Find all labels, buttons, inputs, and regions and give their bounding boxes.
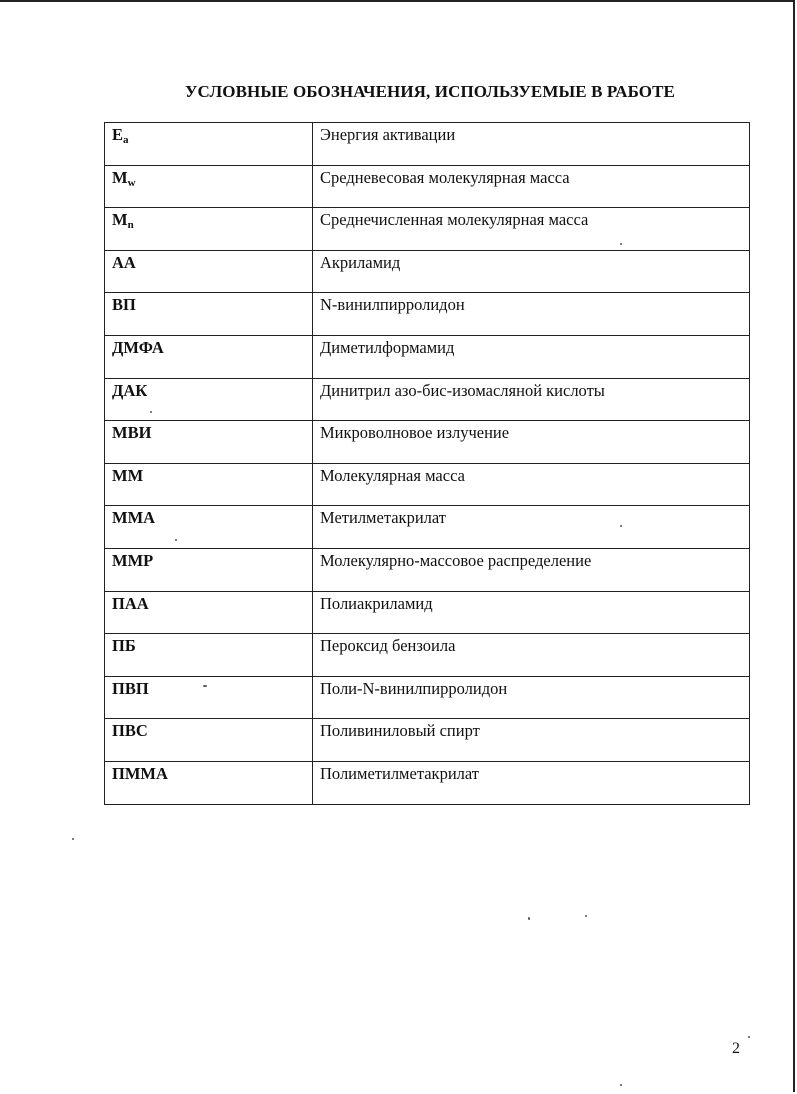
table-row	[105, 676, 750, 719]
abbreviation-term: ММ	[105, 463, 313, 506]
abbreviation-term: $M_w$	[105, 165, 313, 208]
table-row	[105, 591, 750, 634]
scan-speck	[72, 838, 74, 840]
scan-speck	[620, 243, 622, 245]
abbreviation-definition: Диметилформамид	[313, 335, 750, 378]
abbreviation-definition: Полиметилметакрилат	[313, 761, 750, 804]
abbreviation-term: ММР	[105, 548, 313, 591]
table-row	[105, 123, 750, 166]
abbreviation-term: ПВС	[105, 719, 313, 762]
table-row	[105, 506, 750, 549]
abbreviation-definition: Средневесовая молекулярная масса	[313, 165, 750, 208]
abbreviation-definition: Энергия активации	[313, 123, 750, 166]
abbreviation-term: ПММА	[105, 761, 313, 804]
scan-speck	[585, 915, 587, 917]
table-row	[105, 250, 750, 293]
abbreviation-definition: Метилметакрилат	[313, 506, 750, 549]
abbreviation-term: ПВП	[105, 676, 313, 719]
abbreviation-term: ПАА	[105, 591, 313, 634]
table-row	[105, 719, 750, 762]
abbreviation-term: ВП	[105, 293, 313, 336]
abbreviation-definition: N-винилпирролидон	[313, 293, 750, 336]
scan-speck	[748, 1036, 750, 1038]
table-row	[105, 208, 750, 251]
table-row	[105, 335, 750, 378]
abbreviation-term: $M_n$	[105, 208, 313, 251]
table-row	[105, 761, 750, 804]
abbreviation-term: ДМФА	[105, 335, 313, 378]
abbreviation-definition: Динитрил азо-бис-изомасляной кислоты	[313, 378, 750, 421]
table-row	[105, 165, 750, 208]
page-title: УСЛОВНЫЕ ОБОЗНАЧЕНИЯ, ИСПОЛЬЗУЕМЫЕ В РАБОТЕ	[184, 82, 675, 101]
abbreviation-definition: Пероксид бензоила	[313, 634, 750, 677]
scan-speck	[528, 917, 530, 920]
table-row	[105, 463, 750, 506]
abbreviation-definition: Поли-N-винилпирролидон	[313, 676, 750, 719]
table-row	[105, 378, 750, 421]
table-row	[105, 548, 750, 591]
scan-speck	[620, 1084, 622, 1086]
abbreviation-definition: Полиакриламид	[313, 591, 750, 634]
table-row	[105, 634, 750, 677]
abbreviation-term: ПБ	[105, 634, 313, 677]
table-row	[105, 293, 750, 336]
abbreviation-definition: Молекулярно-массовое распределение	[313, 548, 750, 591]
scan-speck	[175, 539, 177, 541]
abbreviation-definition: Акриламид	[313, 250, 750, 293]
table-row	[105, 421, 750, 464]
abbreviation-term: $E_a$	[105, 123, 313, 166]
abbreviation-definition: Среднечисленная молекулярная масса	[313, 208, 750, 251]
abbreviation-definition: Микроволновое излучение	[313, 421, 750, 464]
abbreviation-term: ММА	[105, 506, 313, 549]
abbreviation-definition: Молекулярная масса	[313, 463, 750, 506]
abbreviations-table	[104, 122, 750, 805]
abbreviation-definition: Поливиниловый спирт	[313, 719, 750, 762]
page-number: 2	[732, 1040, 740, 1057]
scan-speck	[150, 411, 152, 413]
scan-speck	[620, 525, 622, 527]
abbreviation-term: МВИ	[105, 421, 313, 464]
abbreviation-term: ДАК	[105, 378, 313, 421]
scan-speck	[203, 685, 207, 687]
abbreviation-term: АА	[105, 250, 313, 293]
